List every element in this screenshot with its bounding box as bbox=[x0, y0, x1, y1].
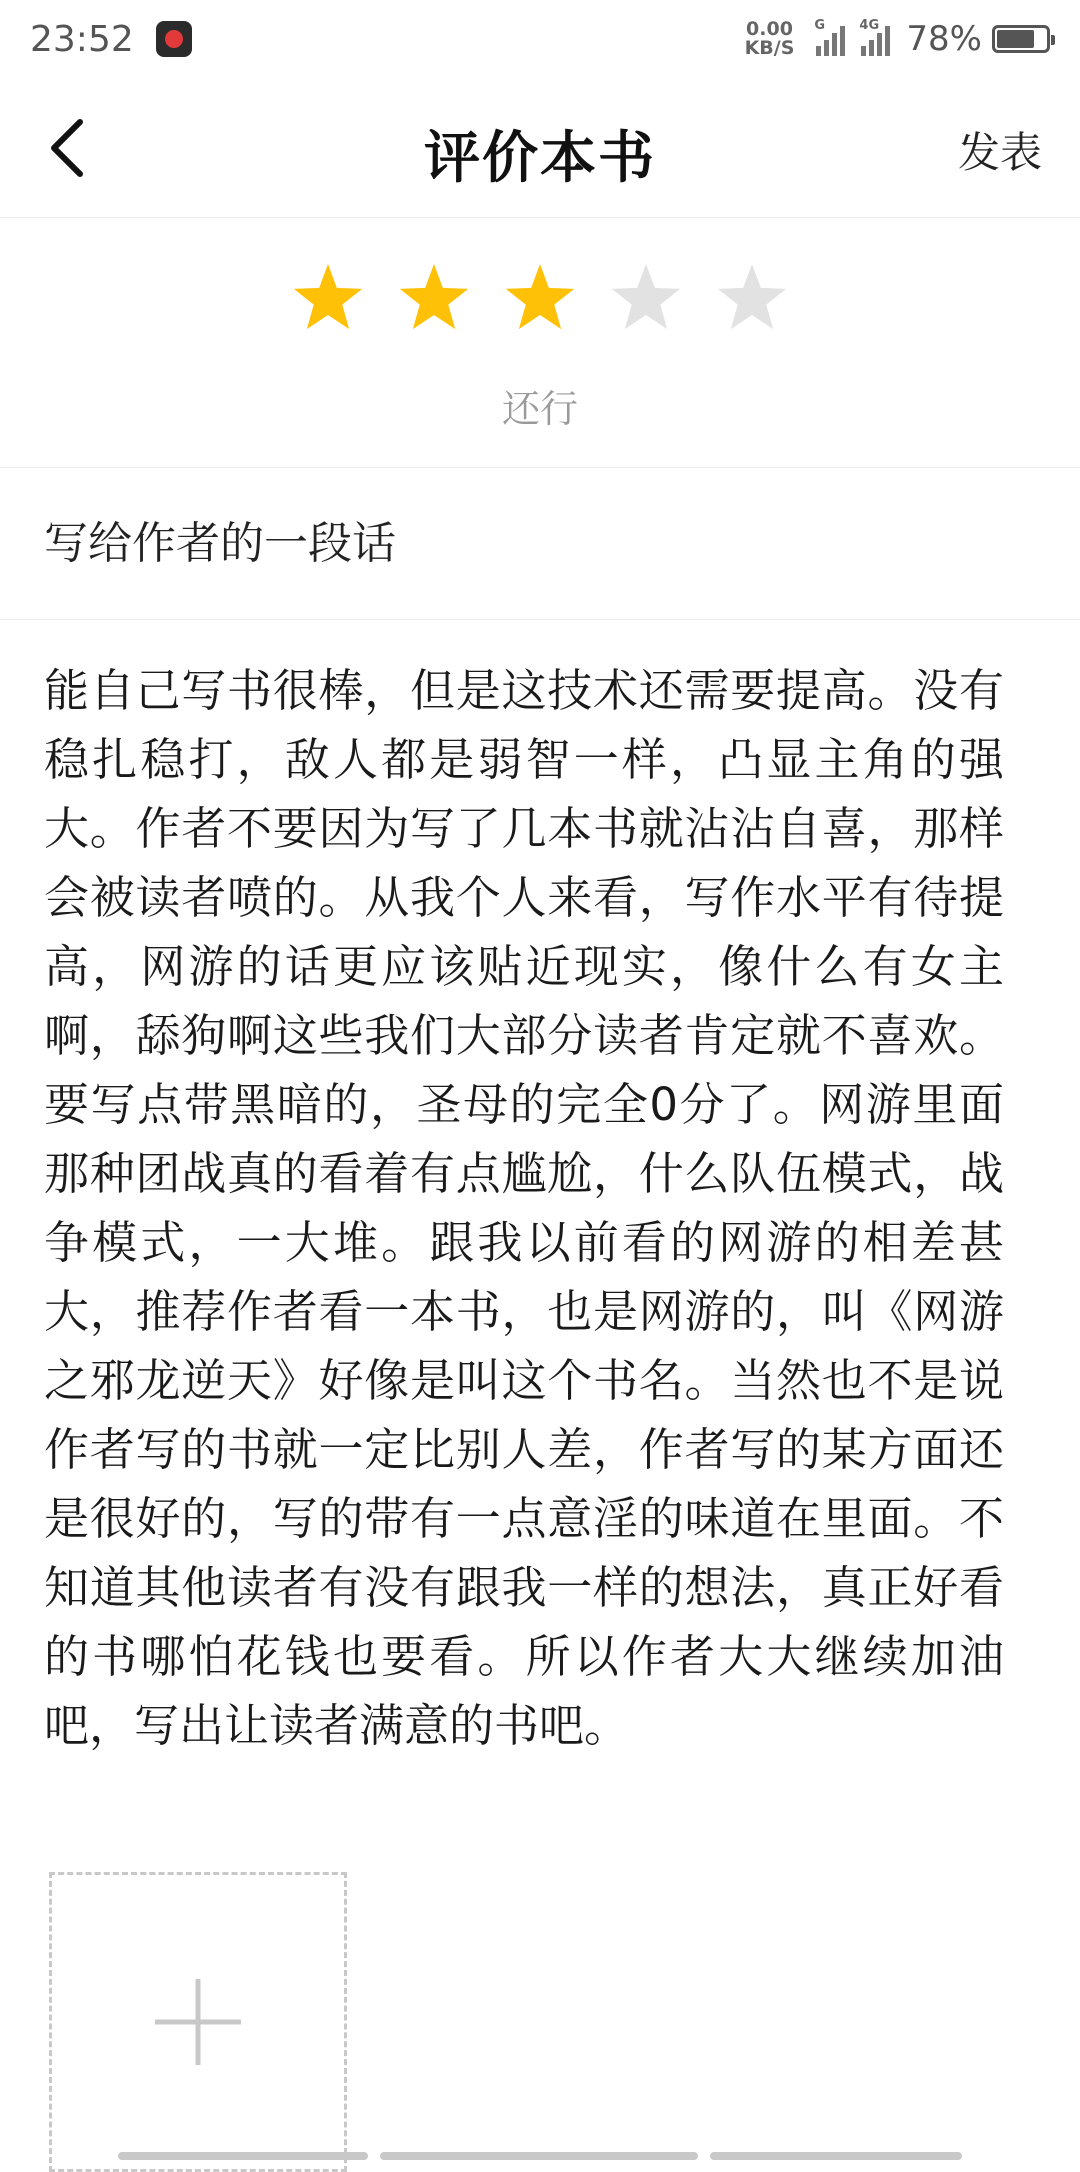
network-speed bbox=[745, 20, 795, 58]
status-bar bbox=[0, 0, 1080, 78]
star-filled-icon[interactable] bbox=[290, 260, 366, 336]
header bbox=[0, 78, 1080, 218]
star-empty-icon[interactable] bbox=[714, 260, 790, 336]
signal-4g-icon bbox=[859, 18, 890, 56]
status-time: 23:52 bbox=[30, 18, 134, 60]
network-speed-unit: KB/S bbox=[744, 37, 795, 59]
star-empty-icon[interactable] bbox=[608, 260, 684, 336]
plus-icon bbox=[153, 1977, 243, 2067]
review-textarea[interactable]: 能自己写书很棒，但是这技术还需要提高。没有稳扎稳打，敌人都是弱智一样，凸显主角的强大。作者不要因为写了几本书就沾沾自喜，那样会被读者喷的。从我个人来看，写作水平有待提高，网游的话更应该贴近现实，像什么有女主啊，舔狗啊这些我们大部分读者肯定就不喜欢。要写点带黑暗的，圣母的完全0分了。网游里面那种团战真的看着有点尴尬，什么队伍模式，战争模式，一大堆。跟我以前看的网游的相差甚大，推荐作者看一本书，也是网游的，叫《网游之邪龙逆天》好像是叫这个书名。当然也不是说作者写的书就一定比别人差，作者写的某方面还是很好的，写的带有一点意淫的味道在里面。不知道其他读者有没有跟我一样的想法，真正好看的书哪怕花钱也要看。所以作者大大继续加油吧，写出让读者满意的书吧。 bbox=[44, 664, 1004, 1752]
page-title: 评价本书 bbox=[424, 125, 656, 191]
star-filled-icon[interactable] bbox=[396, 260, 472, 336]
battery-icon bbox=[992, 25, 1050, 53]
battery-fill bbox=[997, 30, 1034, 48]
add-image-button[interactable] bbox=[49, 1872, 347, 2172]
signal-type-label: G bbox=[814, 18, 826, 33]
signal-icon bbox=[814, 18, 845, 56]
rating-section bbox=[0, 218, 1080, 468]
battery-percent: 78% bbox=[906, 19, 982, 59]
camera-app-icon bbox=[156, 21, 192, 57]
publish-button[interactable]: 发表 bbox=[957, 128, 1042, 177]
section-title: 写给作者的一段话 bbox=[0, 468, 1080, 620]
network-speed-value: 0.00 bbox=[746, 18, 793, 40]
bottom-bar-segment bbox=[380, 2152, 698, 2160]
signal-type-label: 4G bbox=[859, 18, 880, 33]
bottom-bar-segment bbox=[710, 2152, 962, 2160]
rating-label: 还行 bbox=[501, 387, 578, 431]
star-filled-icon[interactable] bbox=[502, 260, 578, 336]
star-rating bbox=[0, 260, 1080, 336]
status-left bbox=[30, 19, 192, 60]
status-right bbox=[745, 19, 1050, 59]
bottom-bar-segment bbox=[118, 2152, 368, 2160]
